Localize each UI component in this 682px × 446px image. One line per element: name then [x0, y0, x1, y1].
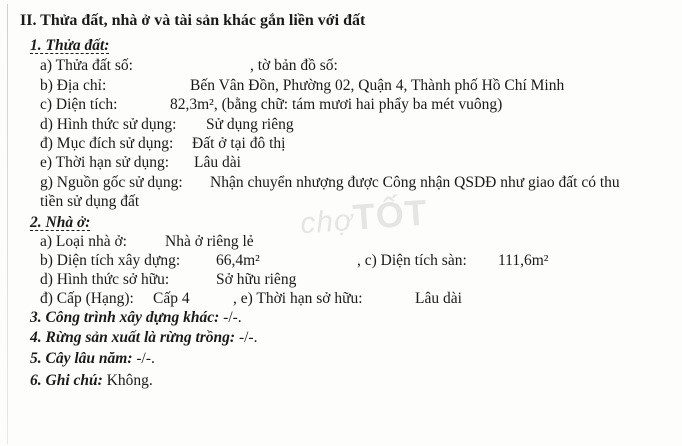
house-type-value: Nhà ở riêng lẻ [165, 233, 254, 250]
land-address-label: b) Địa chỉ: [40, 77, 107, 94]
land-section-title: 1. Thửa đất: [30, 37, 110, 54]
house-build-area-value: 66,4m² [216, 252, 260, 269]
production-forest-label: 4. Rừng sản xuất là rừng trồng: [30, 329, 236, 346]
page-edge-divider [7, 4, 8, 444]
house-floor-area-value: 111,6m² [498, 252, 549, 269]
land-origin-value: Nhận chuyển nhượng được Công nhận QSDĐ như giao đất có thu [210, 174, 620, 191]
land-address-value: Bến Vân Đồn, Phường 02, Quận 4, Thành phố Hồ Chí Minh [190, 77, 565, 94]
land-purpose-value: Đất ở tại đô thị [192, 135, 286, 152]
other-construction-row [30, 309, 242, 327]
house-section-title: 2. Nhà ở: [30, 214, 91, 231]
production-forest-value: -/-. [238, 329, 258, 346]
land-usage-form-label: d) Hình thức sử dụng: [40, 116, 177, 133]
other-construction-label: 3. Công trình xây dựng khác: [30, 309, 220, 326]
land-purpose-label: đ) Mục đích sử dụng: [40, 135, 174, 152]
house-type-label: a) Loại nhà ở: [40, 233, 127, 250]
land-area-label: c) Diện tích: [40, 96, 118, 113]
house-ownership-value: Sở hữu riêng [216, 271, 297, 288]
land-origin-label: g) Nguồn gốc sử dụng: [40, 174, 183, 191]
perennial-trees-value: -/-. [136, 350, 155, 367]
land-map-sheet-label: , tờ bản đồ số: [250, 57, 338, 74]
note-value: Không. [106, 372, 153, 389]
perennial-trees-label: 5. Cây lâu năm: [30, 350, 133, 367]
production-forest-row [30, 329, 257, 347]
house-grade-value: Cấp 4 [153, 290, 190, 307]
perennial-trees-row [30, 350, 155, 368]
land-term-label: e) Thời hạn sử dụng: [40, 154, 170, 171]
land-origin-value-continued: tiền sử dụng đất [40, 193, 140, 210]
land-parcel-number-label: a) Thửa đất số: [40, 57, 133, 74]
land-term-value: Lâu dài [194, 154, 241, 171]
house-build-area-label: b) Diện tích xây dựng: [40, 252, 181, 269]
house-grade-label: đ) Cấp (Hạng): [40, 290, 134, 307]
other-construction-value: -/-. [223, 309, 242, 326]
section-title: II. Thửa đất, nhà ở và tài sản khác gắn liền với đất [20, 12, 366, 29]
house-ownership-term-label: , e) Thời hạn sở hữu: [233, 290, 363, 307]
land-area-value: 82,3m², (bằng chữ: tám mươi hai phẩy ba mét vuông) [170, 96, 503, 113]
house-ownership-label: d) Hình thức sở hữu: [40, 271, 170, 288]
house-ownership-term-value: Lâu dài [415, 290, 462, 307]
chotot-watermark: chợTỐT [299, 191, 430, 241]
land-usage-form-value: Sử dụng riêng [206, 116, 294, 133]
note-label: 6. Ghi chú: [30, 372, 103, 389]
note-row [30, 372, 153, 390]
house-floor-area-label: , c) Diện tích sàn: [357, 252, 467, 269]
